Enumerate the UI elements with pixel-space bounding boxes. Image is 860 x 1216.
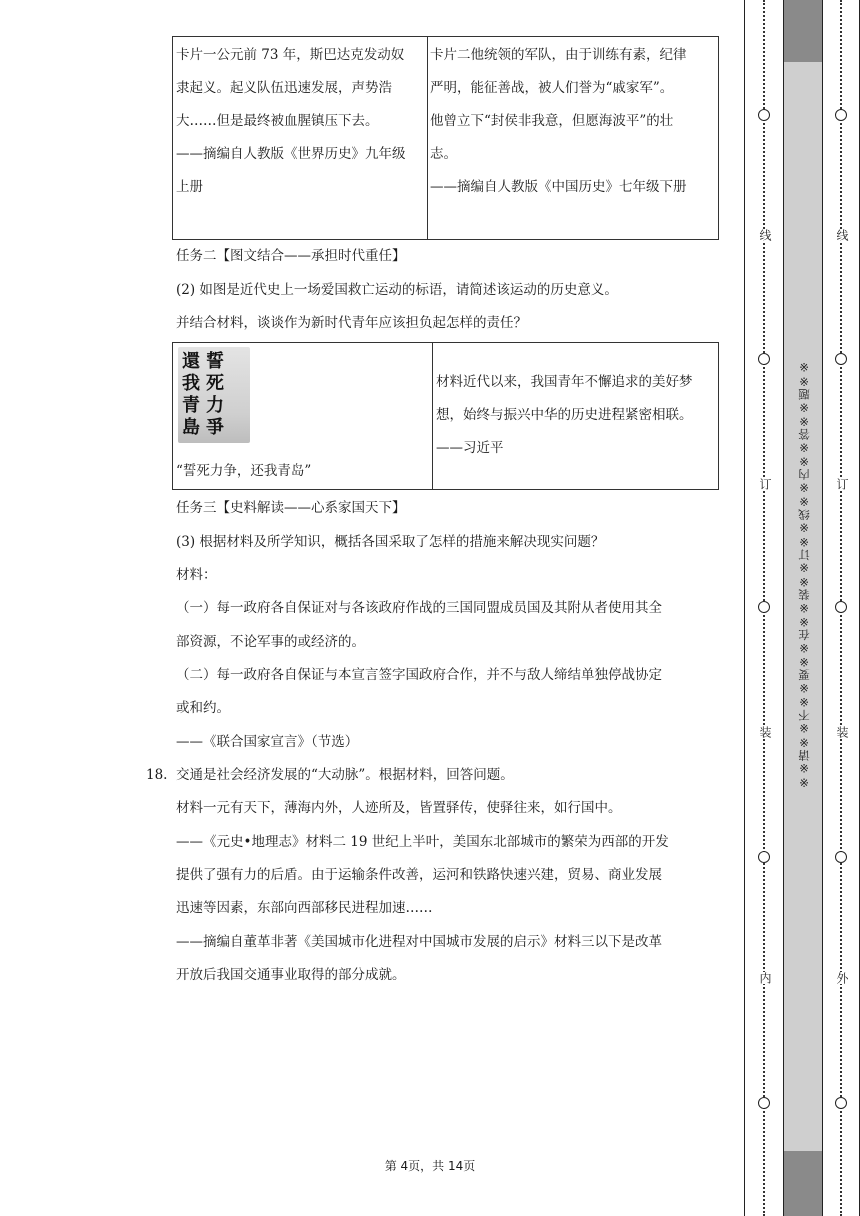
material-table-1 [172, 36, 719, 240]
task2-question: (2) 如图是近代史上一场爱国救亡运动的标语，请简述该运动的历史意义。 [176, 282, 618, 298]
table1-right-line: 卡片二他统领的军队，由于训练有素，纪律 [430, 47, 687, 63]
task2-title: 任务二【图文结合——承担时代重任】 [176, 248, 406, 264]
binding-warning-text: ※※请※※不※※要※※在※※装※※订※※线※※内※※答※※题※※ [797, 360, 811, 790]
task3-para1b: 部资源，不论军事的或经济的。 [176, 634, 365, 650]
task3-title: 任务三【史料解读——心系家国天下】 [176, 500, 406, 516]
binding-hole-icon [835, 353, 847, 365]
table1-right-line: 严明，能征善战，被人们誉为“戚家军”。 [430, 80, 674, 96]
slogan-image [178, 347, 250, 443]
binding-hole-icon [835, 109, 847, 121]
outer-binding-label: 线 [835, 229, 849, 241]
binding-hole-icon [835, 1097, 847, 1109]
inner-binding-label: 线 [758, 229, 772, 241]
table2-right-line: ——习近平 [436, 440, 504, 456]
table1-left-line: 卡片一公元前 73 年，斯巴达克发动奴 [176, 47, 405, 63]
inner-binding-label: 内 [758, 972, 772, 984]
binding-hole-icon [758, 109, 770, 121]
task3-para2b: 或和约。 [176, 700, 230, 716]
q18-line: 提供了强有力的后盾。由于运输条件改善，运河和铁路快速兴建，贸易、商业发展 [176, 867, 662, 883]
table2-right-line: 想，始终与振兴中华的历史进程紧密相联。 [436, 407, 693, 423]
binding-hole-icon [835, 851, 847, 863]
slogan-image-column: 誓死力爭 [206, 351, 224, 438]
q18-line: 迅速等因素，东部向西部移民进程加速…… [176, 900, 433, 916]
task2-question-2: 并结合材料，谈谈作为新时代青年应该担负起怎样的责任？ [176, 315, 527, 331]
question-18-number: 18. [146, 767, 168, 783]
q18-line: ——《元史•地理志》材料二 19 世纪上半叶，美国东北部城市的繁荣为西部的开发 [176, 834, 669, 850]
q18-line: ——摘编自董革非著《美国城市化进程对中国城市发展的启示》材料三以下是改革 [176, 934, 662, 950]
table2-right-line: 材料近代以来，我国青年不懈追求的美好梦 [436, 374, 693, 390]
binding-hole-icon [758, 1097, 770, 1109]
outer-binding-label: 装 [835, 726, 849, 738]
binding-hole-icon [758, 851, 770, 863]
task3-material-label: 材料： [176, 567, 217, 583]
task3-source: ——《联合国家宣言》（节选） [176, 734, 359, 750]
slogan-caption: “誓死力争，还我青岛” [176, 463, 312, 479]
table1-right-line: 志。 [430, 146, 457, 162]
question-18-stem: 交通是社会经济发展的“大动脉”。根据材料，回答问题。 [176, 767, 514, 783]
outer-binding-label: 订 [835, 478, 849, 490]
q18-line: 开放后我国交通事业取得的部分成就。 [176, 967, 406, 983]
table1-right-line: 他曾立下“封侯非我意，但愿海波平”的壮 [430, 113, 674, 129]
outer-binding-label: 外 [835, 972, 849, 984]
binding-border [744, 0, 745, 1216]
inner-binding-label: 订 [758, 478, 772, 490]
table1-left-line: 上册 [176, 179, 203, 195]
table1-right-line: ——摘编自人教版《中国历史》七年级下册 [430, 179, 687, 195]
table1-left-line: ——摘编自人教版《世界历史》九年级 [176, 146, 406, 162]
binding-hole-icon [758, 601, 770, 613]
slogan-image-column: 還我青島 [182, 351, 200, 438]
task3-para1a: （一）每一政府各自保证对与各该政府作战的三国同盟成员国及其附从者使用其全 [176, 600, 662, 616]
task3-para2a: （二）每一政府各自保证与本宣言签字国政府合作，并不与敌人缔结单独停战协定 [176, 667, 662, 683]
page-footer: 第 4页，共 14页 [384, 1159, 476, 1173]
table1-left-line: 隶起义。起义队伍迅速发展，声势浩 [176, 80, 392, 96]
table1-left-line: 大……但是最终被血腥镇压下去。 [176, 113, 379, 129]
binding-border [822, 0, 823, 1216]
inner-binding-label: 装 [758, 726, 772, 738]
task3-question: (3) 根据材料及所学知识，概括各国采取了怎样的措施来解决现实问题？ [176, 534, 605, 550]
binding-dark-block [784, 1151, 822, 1216]
binding-hole-icon [835, 601, 847, 613]
q18-material-1: 材料一元有天下，薄海内外，人迹所及，皆置驿传，使驿往来，如行国中。 [176, 800, 622, 816]
binding-dark-block [784, 0, 822, 62]
binding-hole-icon [758, 353, 770, 365]
